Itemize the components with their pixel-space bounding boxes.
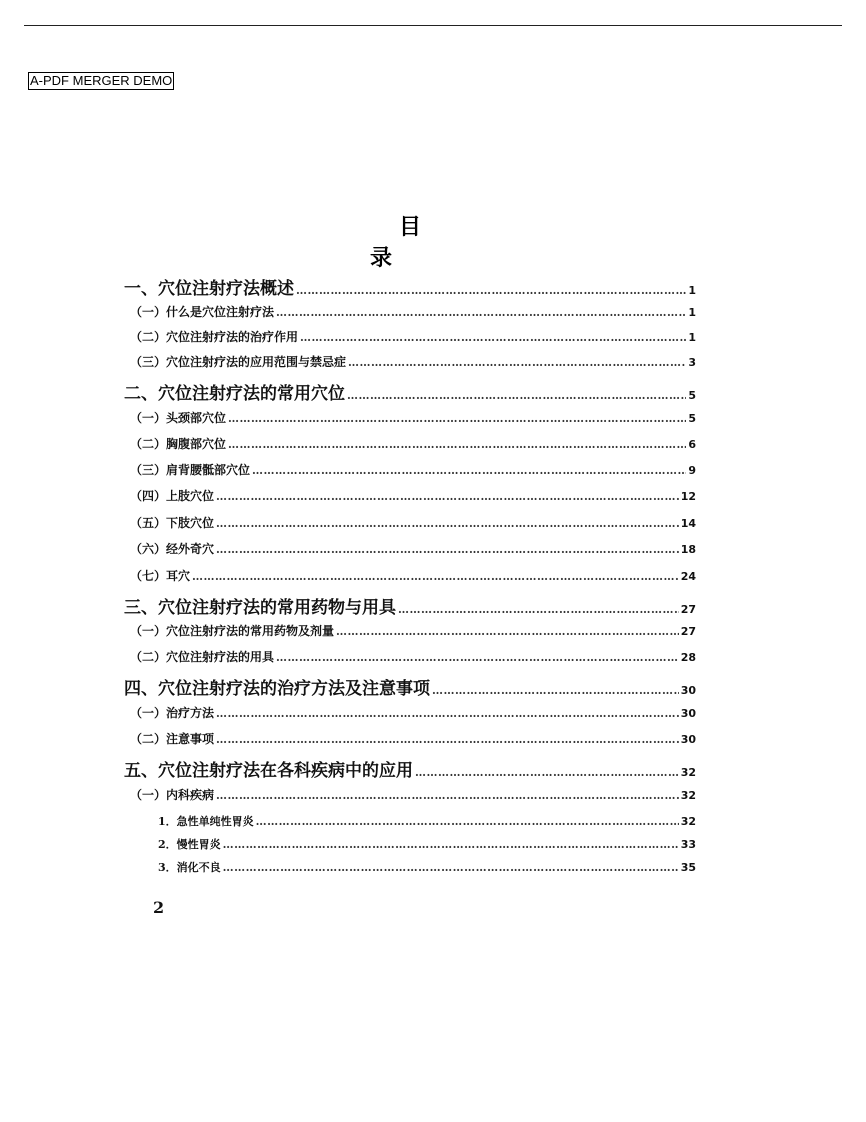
toc-label: 五、穴位注射疗法在各科疾病中的应用 bbox=[124, 761, 413, 781]
toc-page: 6 bbox=[688, 438, 696, 451]
toc-leader bbox=[216, 707, 679, 720]
toc-item bbox=[158, 859, 696, 875]
toc-leader bbox=[252, 464, 686, 477]
toc-subsection bbox=[130, 567, 696, 585]
toc-subsection bbox=[130, 353, 696, 371]
toc-leader bbox=[347, 389, 686, 402]
toc-label: （一）什么是穴位注射疗法 bbox=[130, 305, 275, 319]
toc-page: 30 bbox=[680, 684, 696, 697]
toc-page: 18 bbox=[680, 543, 696, 556]
toc-leader bbox=[223, 838, 679, 851]
toc-subsection bbox=[130, 514, 696, 532]
toc-page: 14 bbox=[680, 517, 696, 530]
toc-subsection bbox=[130, 786, 696, 804]
toc-leader bbox=[415, 766, 679, 779]
toc-label: 二、穴位注射疗法的常用穴位 bbox=[124, 384, 345, 404]
toc-section-1 bbox=[124, 274, 696, 298]
toc-label: （二）胸腹部穴位 bbox=[130, 437, 227, 451]
watermark-label: A-PDF MERGER DEMO bbox=[30, 73, 173, 88]
toc-section-4 bbox=[124, 674, 696, 698]
toc-subsection bbox=[130, 461, 696, 479]
toc-subsection bbox=[130, 704, 696, 722]
toc-label: （五）下肢穴位 bbox=[130, 516, 215, 530]
toc-label: （六）经外奇穴 bbox=[130, 542, 215, 556]
toc-label: （一）内科疾病 bbox=[130, 788, 215, 802]
toc-page: 1 bbox=[688, 331, 696, 344]
toc-leader bbox=[276, 306, 686, 319]
toc-page: 33 bbox=[680, 838, 696, 851]
toc-page: 9 bbox=[688, 464, 696, 477]
toc-leader bbox=[432, 684, 679, 697]
toc-page: 5 bbox=[688, 412, 696, 425]
toc-label: 一、穴位注射疗法概述 bbox=[124, 279, 294, 299]
toc-section-5 bbox=[124, 756, 696, 780]
toc-label: （三）穴位注射疗法的应用范围与禁忌症 bbox=[130, 355, 347, 369]
toc-leader bbox=[296, 284, 686, 297]
toc-leader bbox=[216, 490, 679, 503]
toc-subsection bbox=[130, 487, 696, 505]
toc-leader bbox=[256, 815, 679, 828]
toc-item bbox=[158, 836, 696, 852]
toc-subsection bbox=[130, 730, 696, 748]
toc-page: 30 bbox=[680, 707, 696, 720]
toc-leader bbox=[398, 603, 679, 616]
toc-label: （三）肩背腰骶部穴位 bbox=[130, 463, 251, 477]
toc-page: 32 bbox=[680, 766, 696, 779]
toc-page: 1 bbox=[688, 306, 696, 319]
toc-leader bbox=[192, 570, 679, 583]
toc-leader bbox=[300, 331, 686, 344]
toc-page: 24 bbox=[680, 570, 696, 583]
toc-page: 5 bbox=[688, 389, 696, 402]
toc-section-2 bbox=[124, 379, 696, 403]
toc-leader bbox=[348, 356, 686, 369]
toc-page: 32 bbox=[680, 815, 696, 828]
toc-page: 30 bbox=[680, 733, 696, 746]
toc-item bbox=[158, 813, 696, 829]
toc-leader bbox=[216, 789, 679, 802]
toc-subsection bbox=[130, 435, 696, 453]
toc-label: （一）穴位注射疗法的常用药物及剂量 bbox=[130, 624, 335, 638]
top-rule bbox=[24, 25, 842, 26]
toc-subsection bbox=[130, 648, 696, 666]
toc-leader bbox=[228, 412, 686, 425]
toc-leader bbox=[276, 651, 679, 664]
toc-leader bbox=[216, 517, 679, 530]
toc-page: 3 bbox=[688, 356, 696, 369]
toc-label: （四）上肢穴位 bbox=[130, 489, 215, 503]
toc-leader bbox=[216, 543, 679, 556]
toc-label: （二）穴位注射疗法的治疗作用 bbox=[130, 330, 299, 344]
toc-label: 三、穴位注射疗法的常用药物与用具 bbox=[124, 598, 396, 618]
page-number: 2 bbox=[153, 898, 165, 917]
toc-subsection bbox=[130, 409, 696, 427]
toc-subsection bbox=[130, 540, 696, 558]
toc-page: 35 bbox=[680, 861, 696, 874]
toc-label: （二）穴位注射疗法的用具 bbox=[130, 650, 275, 664]
toc-label: （二）注意事项 bbox=[130, 732, 215, 746]
toc-label: 1．急性单纯性胃炎 bbox=[158, 815, 254, 828]
toc-leader bbox=[228, 438, 686, 451]
toc-leader bbox=[216, 733, 679, 746]
toc-page: 27 bbox=[680, 603, 696, 616]
toc-subsection bbox=[130, 328, 696, 346]
toc-label: （一）治疗方法 bbox=[130, 706, 215, 720]
toc-label: 四、穴位注射疗法的治疗方法及注意事项 bbox=[124, 679, 430, 699]
toc-subsection bbox=[130, 303, 696, 321]
toc-label: 3．消化不良 bbox=[158, 861, 221, 874]
toc-label: （七）耳穴 bbox=[130, 569, 191, 583]
toc-page: 1 bbox=[688, 284, 696, 297]
toc-page: 27 bbox=[680, 625, 696, 638]
toc-leader bbox=[223, 861, 679, 874]
toc-section-3 bbox=[124, 593, 696, 617]
toc-leader bbox=[336, 625, 679, 638]
toc-page: 12 bbox=[680, 490, 696, 503]
toc-label: 2．慢性胃炎 bbox=[158, 838, 221, 851]
toc-label: （一）头颈部穴位 bbox=[130, 411, 227, 425]
toc-page: 32 bbox=[680, 789, 696, 802]
toc-subsection bbox=[130, 622, 696, 640]
toc-page: 28 bbox=[680, 651, 696, 664]
page-title: 目录 bbox=[369, 215, 479, 271]
